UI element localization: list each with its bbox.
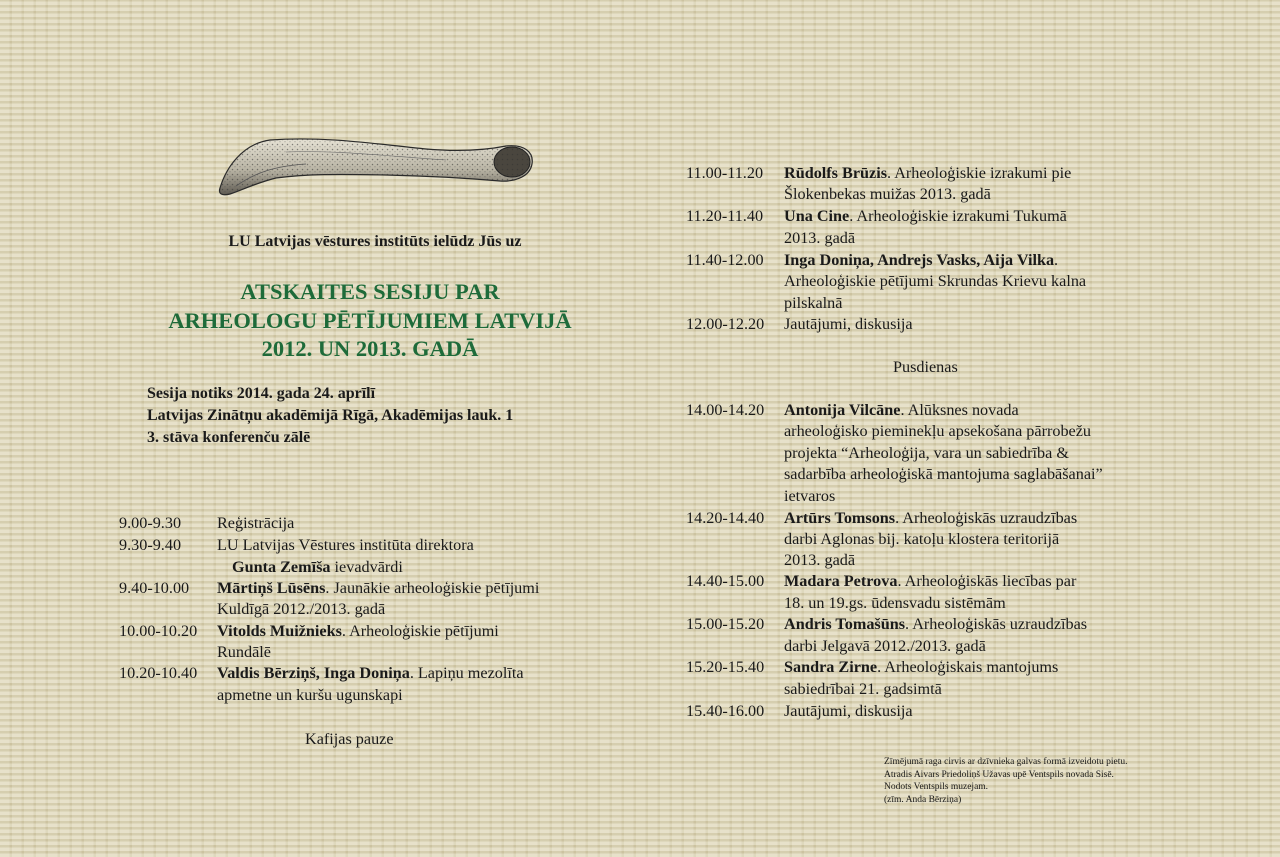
- schedule-line: [784, 400, 1019, 422]
- time-slot: 11.20-11.40: [686, 207, 764, 225]
- time-slot: 15.40-16.00: [686, 702, 765, 720]
- schedule-text: . Arheoloģiskie pētījumi: [341, 622, 499, 640]
- schedule-text: . Arheoloģiskās liecības par: [897, 572, 1077, 590]
- session-venue: Latvijas Zinātņu akadēmijā Rīgā, Akadēmijas lauk. 1: [147, 407, 514, 424]
- schedule-text: .: [1054, 251, 1059, 269]
- schedule-line: [784, 206, 1067, 228]
- schedule-text: . Arheoloģiskās uzraudzības: [905, 615, 1088, 633]
- schedule-text: apmetne un kuršu ugunskapi: [217, 686, 403, 704]
- schedule-line: [217, 578, 539, 600]
- speaker-name: Una Cine: [784, 207, 850, 225]
- schedule-text: ietvaros: [784, 487, 836, 505]
- lunch-break: Pusdienas: [893, 358, 958, 376]
- caption-line: (zīm. Anda Bērziņa): [884, 794, 962, 805]
- time-slot: 15.20-15.40: [686, 658, 765, 676]
- time-slot: 14.40-15.00: [686, 572, 765, 590]
- invitation-line: LU Latvijas vēstures institūts ielūdz Jūs uz: [228, 233, 522, 250]
- schedule-line: [217, 663, 524, 685]
- time-slot: 9.00-9.30: [119, 514, 182, 532]
- schedule-text: arheoloģisko pieminekļu apsekošana pārrobežu: [784, 422, 1092, 440]
- schedule-text: . Arheoloģiskais mantojums: [877, 658, 1059, 676]
- time-slot: 14.20-14.40: [686, 509, 765, 527]
- caption-line: Nodots Ventspils muzejam.: [884, 782, 989, 792]
- schedule-text: Jautājumi, diskusija: [784, 315, 913, 333]
- schedule-text: 2013. gadā: [784, 551, 856, 569]
- schedule-text: Jautājumi, diskusija: [784, 702, 913, 720]
- time-slot: 11.40-12.00: [686, 251, 764, 269]
- time-slot: 11.00-11.20: [686, 164, 764, 182]
- speaker-name: Inga Doniņa, Andrejs Vasks, Aija Vilka: [784, 251, 1055, 269]
- schedule-text: . Arheoloģiskie izrakumi Tukumā: [849, 207, 1067, 225]
- schedule-text: Reģistrācija: [217, 514, 295, 532]
- time-slot: 14.00-14.20: [686, 401, 765, 419]
- time-slot: 10.00-10.20: [119, 622, 198, 640]
- schedule-text: Arheoloģiskie pētījumi Skrundas Krievu kalna: [784, 272, 1087, 290]
- schedule-text: Šlokenbekas muižas 2013. gadā: [784, 185, 991, 203]
- schedule-text: . Arheoloģiskās uzraudzības: [895, 509, 1078, 527]
- schedule-text: ievadvārdi: [330, 558, 403, 576]
- speaker-name: Artūrs Tomsons: [784, 509, 896, 527]
- schedule-line: [784, 571, 1076, 593]
- time-slot: 12.00-12.20: [686, 315, 765, 333]
- drawing-caption: [884, 756, 1127, 806]
- schedule-line: [217, 621, 499, 643]
- speaker-name: Antonija Vilcāne: [784, 401, 901, 419]
- schedule-line: [784, 250, 1058, 272]
- time-slot: 15.00-15.20: [686, 615, 765, 633]
- speaker-name: Mārtiņš Lūsēns: [217, 579, 326, 597]
- speaker-name: Madara Petrova: [784, 572, 898, 590]
- antler-axe-drawing-icon: [216, 128, 536, 200]
- speaker-name: Andris Tomašūns: [784, 615, 906, 633]
- time-slot: 9.40-10.00: [119, 579, 190, 597]
- event-title-line-1: ATSKAITES SESIJU PAR: [240, 279, 500, 304]
- schedule-line: [784, 614, 1087, 636]
- caption-line: Atradis Aivars Priedoliņš Užavas upē Ventspils novada Sisē.: [884, 769, 1114, 780]
- schedule-text: . Arheoloģiskie izrakumi pie: [887, 164, 1072, 182]
- schedule-line: [784, 508, 1077, 530]
- event-title-line-2: ARHEOLOGU PĒTĪJUMIEM LATVIJĀ: [168, 308, 572, 333]
- schedule-text: 18. un 19.gs. ūdensvadu sistēmām: [784, 594, 1006, 612]
- speaker-name: Rūdolfs Brūzis: [784, 164, 887, 182]
- schedule-text: projekta “Arheoloģija, vara un sabiedrība &: [784, 444, 1069, 462]
- time-slot: 10.20-10.40: [119, 664, 198, 682]
- event-title-line-3: 2012. UN 2013. GADĀ: [261, 336, 479, 361]
- schedule-text: darbi Aglonas bij. katoļu klostera teritorijā: [784, 530, 1060, 548]
- schedule-text: sabiedrībai 21. gadsimtā: [784, 680, 942, 698]
- schedule-text: darbi Jelgavā 2012./2013. gadā: [784, 637, 986, 655]
- session-date: Sesija notiks 2014. gada 24. aprīlī: [147, 385, 376, 402]
- schedule-text: Kuldīgā 2012./2013. gadā: [217, 600, 386, 618]
- schedule-line: [784, 657, 1058, 679]
- schedule-text: sadarbība arheoloģiskā mantojuma saglabāšanai”: [784, 465, 1103, 483]
- speaker-name: Sandra Zirne: [784, 658, 878, 676]
- caption-line: Zīmējumā raga cirvis ar dzīvnieka galvas formā izveidotu pietu.: [884, 757, 1128, 767]
- speaker-name: Vitolds Muižnieks: [217, 622, 342, 640]
- schedule-text: Rundālē: [217, 643, 271, 661]
- schedule-text: . Lapiņu mezolīta: [409, 664, 524, 682]
- schedule-line: [784, 163, 1071, 185]
- schedule-text: . Alūksnes novada: [900, 401, 1019, 419]
- session-room: 3. stāva konferenču zālē: [147, 429, 311, 446]
- schedule-text: pilskalnā: [784, 294, 843, 312]
- time-slot: 9.30-9.40: [119, 536, 182, 554]
- schedule-text: 2013. gadā: [784, 229, 856, 247]
- schedule-text: LU Latvijas Vēstures institūta direktora: [217, 536, 474, 554]
- speaker-name: Valdis Bērziņš, Inga Doniņa: [217, 664, 410, 682]
- schedule-line: [232, 557, 403, 579]
- coffee-break: Kafijas pauze: [305, 730, 394, 748]
- schedule-text: . Jaunākie arheoloģiskie pētījumi: [325, 579, 540, 597]
- speaker-name: Gunta Zemīša: [232, 558, 331, 576]
